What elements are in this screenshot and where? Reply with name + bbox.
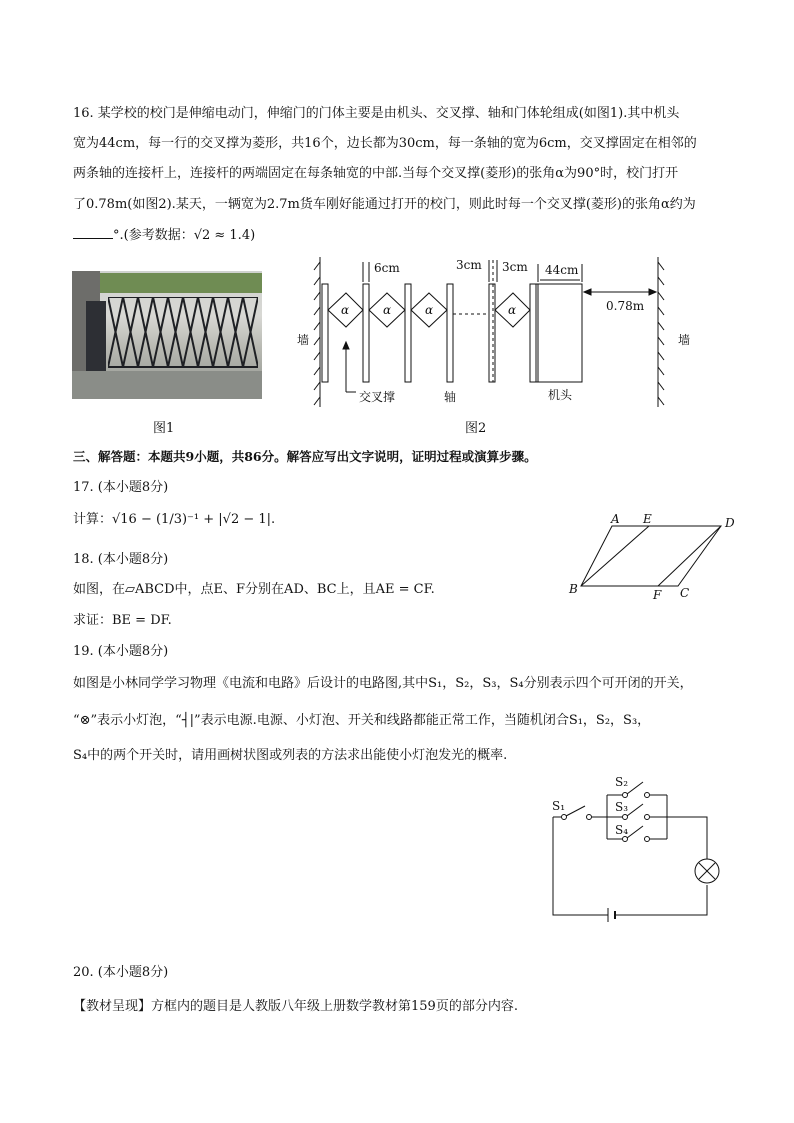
q16-line-5-text: °.(参考数据：√2 ≈ 1.4)	[113, 228, 256, 243]
q16-line-1: 16. 某学校的校门是伸缩电动门，伸缩门的门体主要是由机头、交叉撑、轴和门体轮组成(如图1).其中机头	[73, 106, 680, 121]
wire	[553, 817, 608, 915]
point-a: A	[611, 512, 620, 526]
head-frame	[530, 284, 538, 382]
q17-text: 计算：√16 − (1/3)⁻¹ + |√2 − 1|.	[73, 512, 276, 527]
right-wall-hatch	[658, 262, 664, 405]
section-heading: 三、解答题：本题共9小题，共86分。解答应写出文字说明，证明过程或演算步骤。	[73, 449, 537, 464]
q19-line-3: S₄中的两个开关时，请用画树状图或列表的方法求出能使小灯泡发光的概率.	[73, 748, 508, 763]
s4-blade	[627, 826, 643, 838]
q17-title: 17. (本小题8分)	[73, 480, 169, 495]
q18-line-1: 如图，在▱ABCD中，点E、F分别在AD、BC上，且AE = CF.	[73, 582, 435, 597]
label-s2: S₂	[615, 775, 629, 789]
axis-bar	[363, 284, 369, 382]
q20-line-1: 【教材呈现】方框内的题目是人教版八年级上册数学教材第159页的部分内容.	[73, 999, 518, 1014]
photo-ground	[72, 371, 262, 399]
axis-bar	[322, 284, 328, 382]
point-f: F	[653, 588, 662, 602]
axis-bar	[530, 284, 536, 382]
dim-44cm: 44cm	[545, 263, 579, 277]
circuit-diagram	[545, 770, 725, 930]
point-d: D	[725, 516, 735, 530]
photo-gate-head	[86, 301, 106, 371]
parallelogram	[581, 526, 721, 586]
fig2-diagram	[290, 252, 710, 412]
wall-label-left: 墙	[297, 333, 310, 347]
label-s4: S₄	[615, 823, 629, 837]
alpha-label: α	[425, 303, 434, 317]
photo-gate-lattice	[108, 297, 258, 369]
alpha-label: α	[341, 303, 350, 317]
gate-photo	[72, 271, 262, 399]
axis-bar	[489, 284, 495, 382]
fig1-caption: 图1	[153, 421, 175, 436]
q16-line-3: 两条轴的连接杆上，连接杆的两端固定在每条轴宽的中部.当每个交叉撑(菱形)的张角α为90°时，校门打开	[73, 166, 679, 181]
alpha-label: α	[383, 303, 392, 317]
q18-line-2: 求证：BE = DF.	[73, 613, 172, 628]
dim-6cm: 6cm	[374, 261, 400, 275]
label-s3: S₃	[615, 800, 629, 814]
q19-line-2: “⊗”表示小灯泡，“┤|”表示电源.电源、小灯泡、开关和线路都能正常工作，当随机闭合S₁，S₂，S₃，	[73, 713, 651, 728]
s3-blade	[627, 804, 643, 816]
left-wall-hatch	[314, 262, 320, 405]
wall-label-right: 墙	[678, 333, 691, 347]
q19-title: 19. (本小题8分)	[73, 644, 169, 659]
point-e: E	[643, 512, 652, 526]
axis-label: 轴	[444, 390, 457, 404]
q16-line-5	[73, 226, 255, 246]
parallelogram-figure	[565, 510, 745, 605]
wire	[615, 885, 707, 915]
dim-3cm-left: 3cm	[456, 258, 482, 272]
s1-blade	[566, 806, 585, 816]
photo-trees	[100, 273, 262, 293]
wire	[667, 817, 707, 859]
axis-bar	[447, 284, 453, 382]
head-label: 机头	[548, 388, 573, 402]
point-b: B	[569, 582, 578, 596]
axis-bar	[405, 284, 411, 382]
dim-078m: 0.78m	[606, 299, 645, 313]
answer-blank	[73, 226, 113, 239]
s1-contact	[562, 815, 567, 820]
alpha-label: α	[508, 303, 517, 317]
q16-line-4: 了0.78m(如图2).某天，一辆宽为2.7m货车刚好能通过打开的校门，则此时每一个交叉撑(菱形)的张角α约为	[73, 197, 696, 212]
dim-3cm-right: 3cm	[502, 260, 528, 274]
s2-blade	[627, 782, 643, 794]
label-s1: S₁	[552, 799, 566, 813]
q20-title: 20. (本小题8分)	[73, 965, 169, 980]
q16-line-2: 宽为44cm，每一行的交叉撑为菱形，共16个，边长都为30cm，每一条轴的宽为6cm，交叉撑固定在相邻的	[73, 136, 697, 151]
cross-brace-label: 交叉撑	[359, 390, 396, 404]
q18-title: 18. (本小题8分)	[73, 552, 169, 567]
point-c: C	[680, 586, 690, 600]
segment-df	[658, 526, 721, 586]
q19-line-1: 如图是小林同学学习物理《电流和电路》后设计的电路图,其中S₁，S₂，S₃，S₄分别表示四个可开闭的开关，	[73, 676, 693, 691]
segment-be	[581, 526, 649, 586]
fig2-caption: 图2	[465, 421, 487, 436]
machine-head	[538, 284, 582, 382]
